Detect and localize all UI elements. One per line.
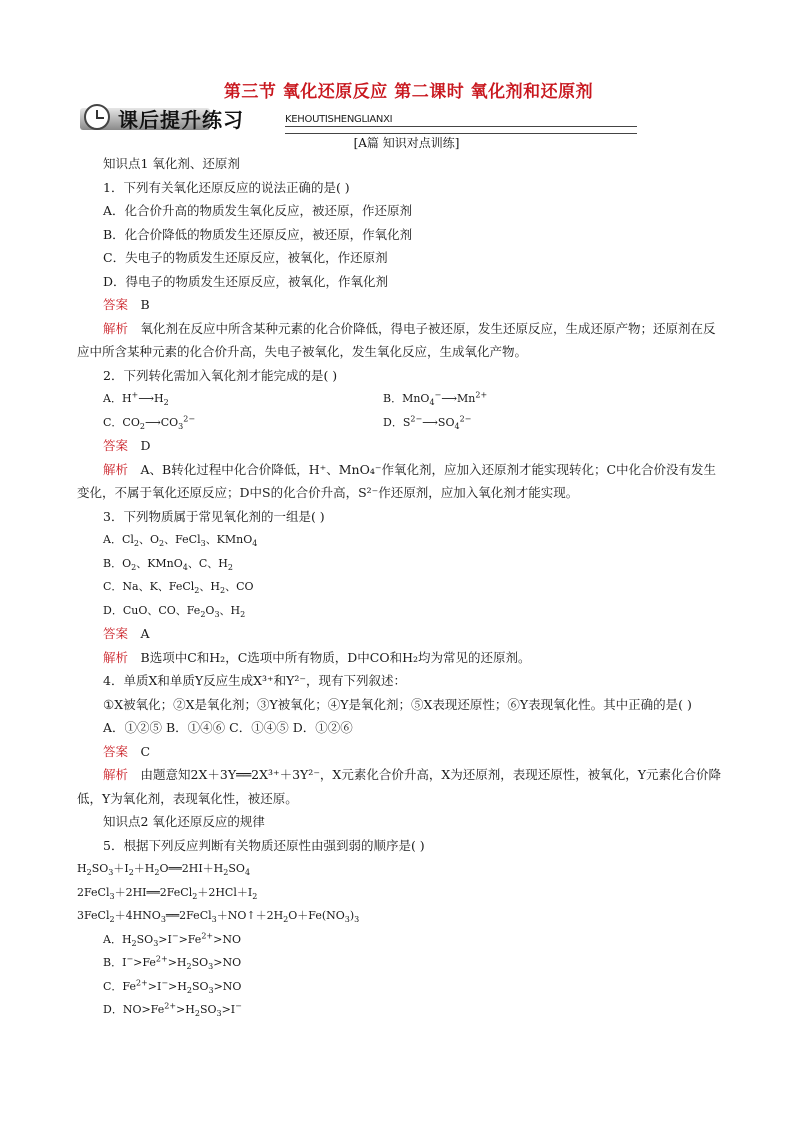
q3-option-d: D．CuO、CO、$Fe_2O_3$、$H_2$	[103, 603, 246, 619]
q2-answer: 答案 D	[103, 438, 151, 453]
q4-items: ①X被氧化；②X是氧化剂；③Y被氧化；④Y是氧化剂；⑤X表现还原性；⑥Y表现氧化性。其中正确的是( )	[103, 696, 692, 712]
banner-rule	[285, 126, 637, 134]
knowledge-point-1: 知识点1 氧化剂、还原剂	[103, 156, 240, 171]
q3-stem: 3．下列物质属于常见氧化剂的一组是( )	[103, 508, 325, 524]
q5-option-b: B．$I^->Fe^{2+}>H_2SO_3>NO$	[103, 954, 242, 972]
exercise-content	[77, 152, 727, 1022]
q3-option-c: C．Na、K、FeCl$_2$、$H_2$、CO	[103, 580, 254, 596]
q5-option-a: A．$H_2SO_3>I^->Fe^{2+}>NO$	[103, 930, 241, 948]
q1-option-b: B．化合价降低的物质发生还原反应，被还原，作氧化剂	[103, 226, 413, 242]
q1-stem: 1．下列有关氧化还原反应的说法正确的是( )	[103, 179, 350, 195]
q2-analysis: 解析 A、B转化过程中化合价降低，H⁺、MnO₄⁻作氧化剂，应加入还原剂才能实现转化；C中化合价没有发生变化，不属于氧化还原反应；D中S的化合价升高，S²⁻作还原剂，应加入氧化剂才能实现。	[77, 461, 717, 500]
page-title: 第三节 氧化还原反应 第二课时 氧化剂和还原剂	[223, 82, 594, 102]
knowledge-point-2: 知识点2 氧化还原反应的规律	[103, 814, 265, 829]
q5-reaction-1: $H_2SO_3+I_2+H_2O══2HI+H_2SO_4$	[77, 862, 251, 878]
q3-option-b: B．$O_2$、KMnO$_4$、C、$H_2$	[103, 556, 233, 572]
q1-answer: 答案 B	[103, 297, 150, 312]
q5-reaction-3: $3FeCl_2+4HNO_3══2FeCl_3+NO↑+2H_2O+Fe(NO_3)_3$	[77, 909, 360, 925]
q2-options-ab: A．$H^+⟶H_2$ B．$MnO_4^-⟶Mn^{2+}$	[103, 390, 488, 408]
q1-analysis: 解析 氧化剂在反应中所含某种元素的化合价降低，得电子被还原，发生还原反应，生成还原产物；还原剂在反应中所含某种元素的化合价升高，失电子被氧化，发生氧化反应，生成氧化产物。	[77, 320, 716, 359]
q1-option-a: A．化合价升高的物质发生氧化反应，被还原，作还原剂	[103, 203, 413, 218]
q2-options-cd: C．$CO_2⟶CO_3^{2-}$ D．$S^{2-}⟶SO_4^{2-}$	[103, 413, 472, 431]
q3-answer: 答案 A	[103, 626, 150, 641]
q4-options: A．①②⑤ B．①④⑥ C．①④⑤ D．①②⑥	[103, 720, 353, 735]
section-banner	[80, 102, 640, 134]
q5-reaction-2: $2FeCl_3+2HI══2FeCl_2+2HCl+I_2$	[77, 885, 258, 901]
subheading: [A篇 知识对点训练]	[353, 136, 460, 150]
q4-answer: 答案 C	[103, 743, 151, 759]
q1-option-c: C．失电子的物质发生还原反应，被氧化，作还原剂	[103, 250, 388, 265]
q5-option-d: D．$NO>Fe^{2+}>H_2SO_3>I^-$	[103, 1001, 242, 1019]
q5-stem: 5．根据下列反应判断有关物质还原性由强到弱的顺序是( )	[103, 837, 425, 853]
q3-analysis: 解析 B选项中C和H₂，C选项中所有物质，D中CO和H₂均为常见的还原剂。	[103, 649, 531, 665]
banner-title: 课后提升练习	[118, 108, 244, 132]
clock-icon	[84, 104, 110, 130]
q1-option-d: D．得电子的物质发生还原反应，被氧化，作氧化剂	[103, 273, 389, 289]
q2-stem: 2．下列转化需加入氧化剂才能完成的是( )	[103, 367, 338, 383]
banner-pinyin: KEHOUTISHENGLIANXI	[285, 114, 393, 125]
q5-option-c: C．$Fe^{2+}>I^->H_2SO_3>NO$	[103, 977, 242, 995]
q4-analysis: 解析 由题意知2X＋3Y══2X³⁺＋3Y²⁻，X元素化合价升高，X为还原剂，表现还原性，被氧化，Y元素化合价降低，Y为氧化剂，表现氧化性，被还原。	[77, 767, 721, 806]
q4-stem: 4．单质X和单质Y反应生成X³⁺和Y²⁻，现有下列叙述：	[103, 673, 406, 688]
q3-option-a: A．$Cl_2$、$O_2$、FeCl$_3$、KMnO$_4$	[103, 533, 258, 549]
